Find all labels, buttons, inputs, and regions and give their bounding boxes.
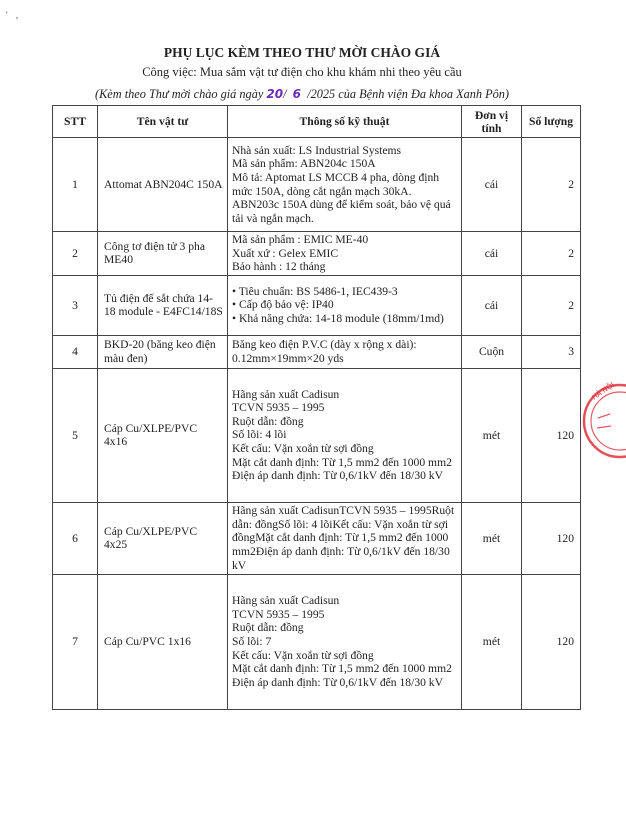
spec-line: Mã sản phẩm: ABN204c 150A [232, 157, 376, 171]
cell-qty: 120 [522, 574, 581, 709]
spec-line: Hãng sản xuất CadisunTCVN 5935 – 1995Ruột dẫn: đồngSố lõi: 4 lõiKết cấu: Vặn xoắn từ sợi đồngMặt cắt danh định: Từ 1,5 mm2 đến 1000 mm2Điện áp danh định: Từ 0,6/1kV đến 18/30 kV [232, 504, 455, 572]
spec-line: Mô tả: Aptomat LS MCCB 4 pha, dòng định mức 150A, dòng cắt ngắn mạch 30kA. ABN203c 150A dùng để kiểm soát, bảo vệ quá tải và ngắn mạch. [232, 170, 451, 225]
spec-line: Bảo hành : 12 tháng [232, 260, 326, 274]
cell-name: Cáp Cu/XLPE/PVC 4x25 [98, 502, 228, 574]
header-qty: Số lượng [522, 106, 581, 138]
table-row [53, 232, 581, 276]
cell-stt: 5 [53, 368, 98, 502]
cell-stt: 7 [53, 574, 98, 709]
cell-qty: 2 [522, 232, 581, 276]
cell-qty: 2 [522, 275, 581, 335]
table-header-row [53, 106, 581, 138]
cell-unit: cái [462, 275, 522, 335]
spec-line: Mặt cắt danh định: Từ 1,5 mm2 đến 1000 mm2 [232, 662, 452, 676]
cell-unit: Cuộn [462, 335, 522, 368]
table-row [53, 502, 581, 574]
spec-line: Mã sản phẩm : EMIC ME-40 [232, 233, 369, 246]
ref-prefix: (Kèm theo Thư mời chào giá ngày [94, 87, 264, 101]
cell-spec [228, 138, 462, 232]
header-stt: STT [53, 106, 98, 138]
cell-qty: 3 [522, 335, 581, 368]
spec-line: • Cấp độ bảo vệ: IP40 [232, 298, 334, 312]
header-name: Tên vật tư [98, 106, 228, 138]
cell-name: BKD-20 (băng keo điện màu đen) [98, 335, 228, 368]
ref-suffix: /2025 của Bệnh viện Đa khoa Xanh Pôn) [307, 87, 510, 101]
spec-line: TCVN 5935 – 1995 [232, 401, 325, 415]
spec-line: Điện áp danh định: Từ 0,6/1kV đến 18/30 kV [232, 469, 443, 483]
spec-line: Nhà sản xuất: LS Industrial Systems [232, 143, 402, 157]
cell-qty: 120 [522, 502, 581, 574]
spec-line: Số lõi: 4 lõi [232, 428, 287, 442]
cell-unit: mét [462, 574, 522, 709]
stamp-text: HÀ NỘI [590, 380, 616, 402]
cell-stt: 6 [53, 502, 98, 574]
spec-line: Kết cấu: Vặn xoắn từ sợi đồng [232, 648, 374, 662]
spec-line: Mặt cắt danh định: Từ 1,5 mm2 đến 1000 mm2 [232, 455, 452, 469]
cell-stt: 4 [53, 335, 98, 368]
spec-line: Băng keo điện P.V.C (dày x rộng x dài): 0.12mm×19mm×20 yds [232, 338, 417, 365]
table-row [53, 574, 581, 709]
table-row [53, 335, 581, 368]
cell-spec [228, 574, 462, 709]
cell-qty: 2 [522, 138, 581, 232]
document-title: PHỤ LỤC KÈM THEO THƯ MỜI CHÀO GIÁ [163, 45, 441, 60]
official-seal-icon [580, 378, 626, 464]
cell-unit: cái [462, 138, 522, 232]
cell-spec [228, 335, 462, 368]
cell-unit: mét [462, 368, 522, 502]
reference-line [0, 87, 604, 102]
cell-spec [228, 502, 462, 574]
spec-line: Kết cấu: Vặn xoắn từ sợi đồng [232, 442, 374, 456]
spec-line: Hãng sản xuất Cadisun [232, 387, 340, 401]
spec-line: TCVN 5935 – 1995 [232, 607, 325, 621]
cell-name: Công tơ điện tử 3 pha ME40 [98, 232, 228, 276]
cell-name: Attomat ABN204C 150A [98, 138, 228, 232]
header-spec: Thông số kỹ thuật [228, 106, 462, 138]
spec-line: Ruột dẫn: đồng [232, 414, 304, 428]
cell-spec [228, 368, 462, 502]
spec-line: Điện áp danh định: Từ 0,6/1kV đến 18/30 kV [232, 675, 443, 689]
spec-line: Ruột dẫn: đồng [232, 621, 304, 635]
cell-qty: 120 [522, 368, 581, 502]
cell-stt: 2 [53, 232, 98, 276]
spec-line: Hãng sản xuất Cadisun [232, 594, 340, 608]
table-row [53, 368, 581, 502]
handwritten-month: 6 [292, 87, 302, 101]
spec-line: Số lõi: 7 [232, 634, 272, 648]
cell-stt: 1 [53, 138, 98, 232]
cell-spec [228, 232, 462, 276]
materials-table [52, 105, 581, 710]
cell-unit: mét [462, 502, 522, 574]
corner-mark: ' , [6, 10, 22, 20]
header-unit: Đơn vị tính [462, 106, 522, 138]
cell-stt: 3 [53, 275, 98, 335]
cell-name: Cáp Cu/PVC 1x16 [98, 574, 228, 709]
cell-name: Cáp Cu/XLPE/PVC 4x16 [98, 368, 228, 502]
table-row [53, 275, 581, 335]
table-body [53, 138, 581, 710]
handwritten-day: 20 [266, 87, 284, 101]
spec-line: • Khả năng chứa: 14-18 module (18mm/1md) [232, 312, 444, 326]
cell-name: Tủ điện đế sắt chứa 14-18 module - E4FC14/18S [98, 275, 228, 335]
document-subtitle: Công việc: Mua sắm vật tư điện cho khu khám nhi theo yêu cầu [142, 65, 462, 79]
cell-spec [228, 275, 462, 335]
spec-line: • Tiêu chuẩn: BS 5486-1, IEC439-3 [232, 284, 398, 298]
cell-unit: cái [462, 232, 522, 276]
ref-separator: / [283, 87, 287, 101]
table-row [53, 138, 581, 232]
spec-line: Xuất xứ : Gelex EMIC [232, 246, 339, 260]
